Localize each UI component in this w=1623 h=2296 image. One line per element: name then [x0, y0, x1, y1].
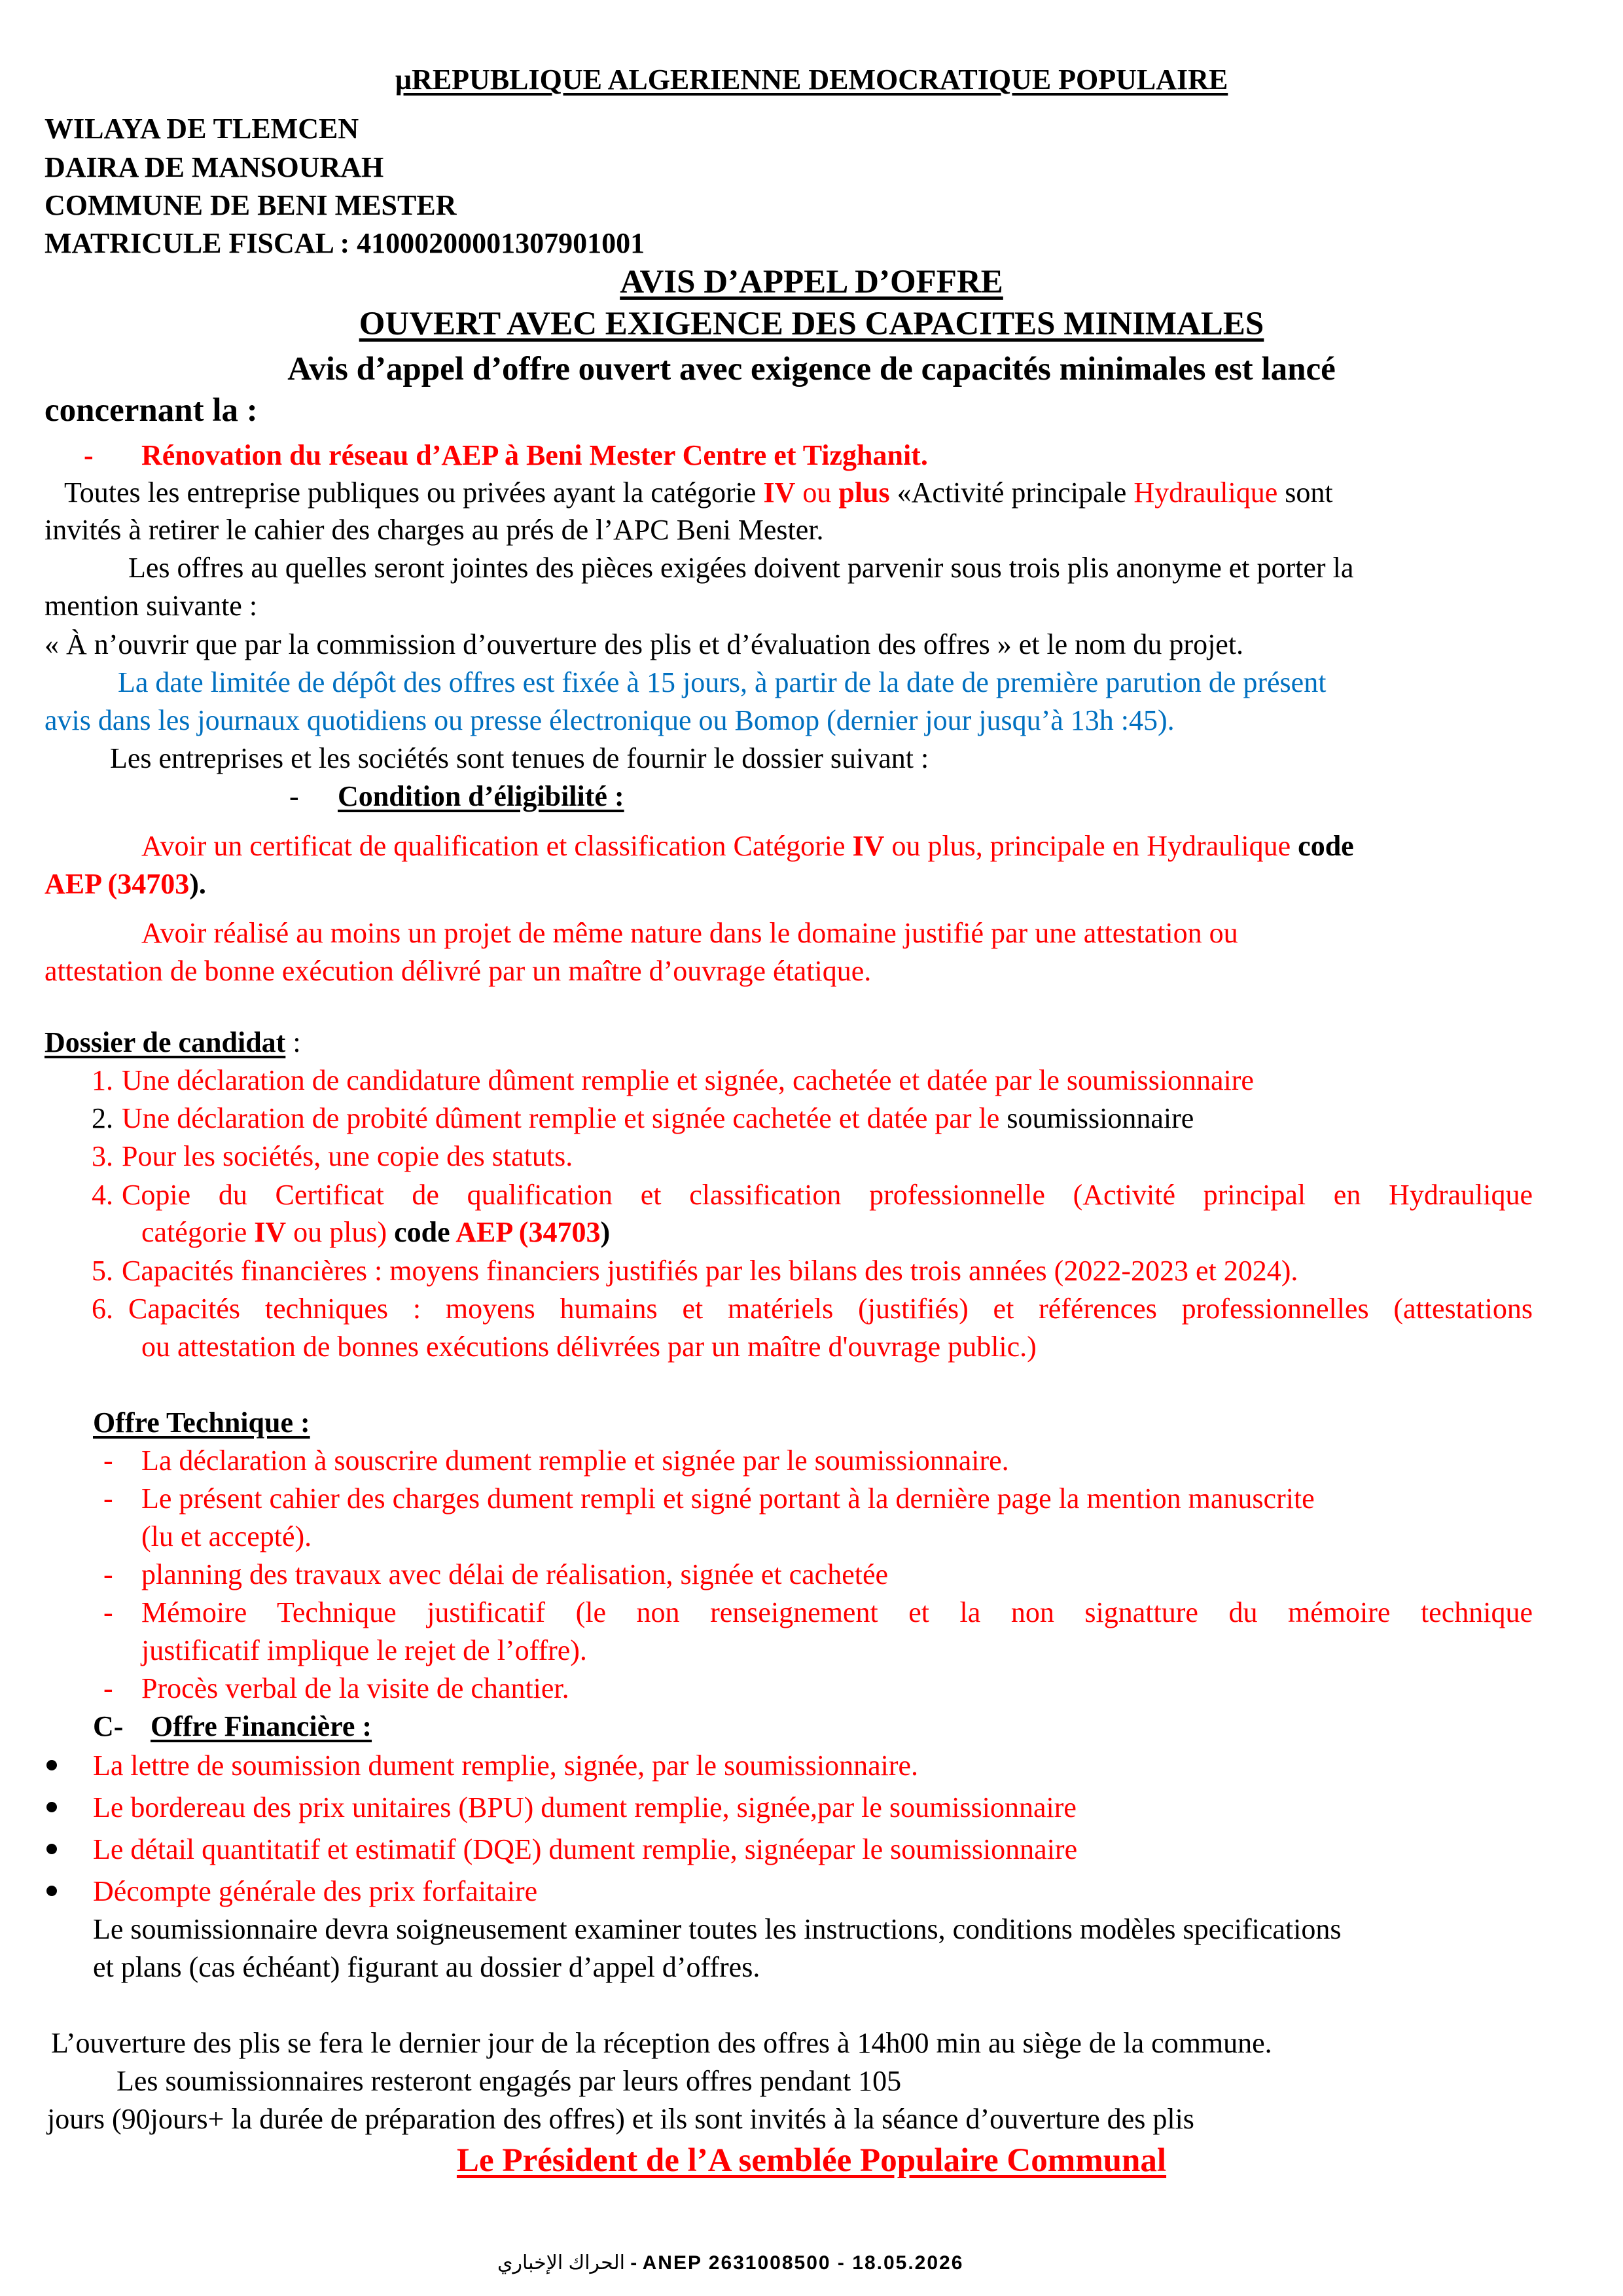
item-4-aep: AEP (34703: [455, 1216, 601, 1248]
ot-item-4-dash: -: [103, 1596, 113, 1628]
item-4-code: code: [394, 1216, 456, 1248]
footer-reference: [497, 2251, 963, 2274]
p1-end: sont: [1277, 476, 1333, 509]
republic-title: µREPUBLIQUE ALGERIENNE DEMOCRATIQUE POPULAIRE: [395, 63, 1228, 96]
p1-activity: «Activité principale: [889, 476, 1134, 509]
item-4-iv: IV: [254, 1216, 287, 1248]
dossier-item-5: Capacités financières : moyens financiers justifiés par les bilans des trois années (2022-2023 et 2024).: [122, 1255, 1298, 1287]
dossier-title: Dossier de candidat: [45, 1026, 286, 1058]
dossier-item-3: Pour les sociétés, une copie des statuts.: [122, 1140, 573, 1172]
entreprises-paragraph-line-2: invités à retirer le cahier des charges au prés de l’APC Beni Mester.: [45, 514, 824, 546]
of-note-line-1: Le soumissionnaire devra soigneusement examiner toutes les instructions, conditions modèles specifications: [93, 1913, 1342, 1945]
ot-item-3-dash: -: [103, 1558, 113, 1590]
item-2-black-text: soumissionnaire: [1007, 1102, 1194, 1134]
eligibility-condition-1-line-1: [141, 829, 1354, 863]
of-item-3: Le détail quantitatif et estimatif (DQE) dument remplie, signéepar le soumissionnaire: [93, 1833, 1078, 1865]
entreprises-paragraph-line-1: [64, 476, 1333, 509]
ot-item-1-dash: -: [103, 1444, 113, 1477]
item-4-categorie: catégorie: [141, 1216, 255, 1248]
ot-item-2-dash: -: [103, 1482, 113, 1515]
dossier-item-6-line-2: ou attestation de bonnes exécutions délivrées par un maître d'ouvrage public.): [141, 1331, 1037, 1363]
wilaya-line: WILAYA DE TLEMCEN: [45, 113, 359, 145]
bullet-icon: [46, 1760, 57, 1770]
eligibility-condition-1-line-2: [45, 867, 206, 901]
bullet-icon: [46, 1886, 57, 1896]
offres-paragraph-line-2: mention suivante :: [45, 590, 258, 622]
p1-hydraulique: Hydraulique: [1133, 476, 1278, 509]
avis-title: AVIS D’APPEL D’OFFRE: [620, 264, 1003, 300]
daira-line: DAIRA DE MANSOURAH: [45, 151, 384, 183]
c1-code: code: [1298, 830, 1354, 862]
dossier-item-6-line-1: Capacités techniques : moyens humains et matériels (justifiés) et références professionnelles (attestations: [128, 1293, 1533, 1325]
c1-aep: AEP (34703: [45, 868, 190, 900]
c1-category: IV: [852, 830, 885, 862]
ouvert-title: OUVERT AVEC EXIGENCE DES CAPACITES MINIMALES: [359, 306, 1264, 342]
p1-plus: plus: [838, 476, 890, 509]
p1-category: IV: [763, 476, 796, 509]
date-limite-line-2: avis dans les journaux quotidiens ou presse électronique ou Bomop (dernier jour jusqu’à 13h :45).: [45, 704, 1175, 736]
date-limite-line-1: La date limitée de dépôt des offres est fixée à 15 jours, à partir de la date de première parution de présent: [118, 666, 1327, 698]
ot-item-4-line-2: justificatif implique le rejet de l’offre).: [141, 1634, 587, 1666]
dossier-item-4-line-1: Copie du Certificat de qualification et classification professionnelle (Activité principal en Hydraulique: [122, 1179, 1533, 1211]
intro-line-1: Avis d’appel d’offre ouvert avec exigence de capacités minimales est lancé: [287, 351, 1336, 387]
project-name: Rénovation du réseau d’AEP à Beni Mester Centre et Tizghanit.: [141, 439, 928, 471]
dossier-intro-line: Les entreprises et les sociétés sont tenues de fournir le dossier suivant :: [110, 742, 929, 774]
footer-ref: - ANEP 2631008500 - 18.05.2026: [624, 2252, 964, 2274]
of-item-2: Le bordereau des prix unitaires (BPU) dument remplie, signée,par le soumissionnaire: [93, 1791, 1077, 1823]
dossier-item-4-num: 4.: [92, 1179, 113, 1211]
of-item-1: La lettre de soumission dument remplie, signée, par le soumissionnaire.: [93, 1749, 919, 1782]
engagement-line-1: Les soumissionnaires resteront engagés par leurs offres pendant 105: [116, 2065, 902, 2097]
c1-close: ).: [189, 868, 206, 900]
dossier-item-1: Une déclaration de candidature dûment remplie et signée, cachetée et datée par le soumissionnaire: [122, 1064, 1254, 1096]
dossier-item-4-line-2: [141, 1215, 610, 1249]
ot-item-5-dash: -: [103, 1672, 113, 1704]
dossier-item-5-num: 5.: [92, 1255, 113, 1287]
dossier-item-1-num: 1.: [92, 1064, 113, 1096]
dossier-item-6-num: 6.: [92, 1293, 113, 1325]
bullet-icon: [46, 1844, 57, 1854]
ot-item-4-line-1: Mémoire Technique justificatif (le non renseignement et la non signatture du mémoire technique: [141, 1596, 1533, 1628]
item-4-close: ): [600, 1216, 611, 1248]
c1-text: Avoir un certificat de qualification et classification Catégorie: [141, 830, 853, 862]
eligibility-condition-2-line-1: Avoir réalisé au moins un projet de même nature dans le domaine justifié par une attestation ou: [141, 917, 1238, 949]
c1-text-2: ou plus, principale en Hydraulique: [884, 830, 1298, 862]
offre-financiere-title: Offre Financière :: [151, 1710, 372, 1742]
signature-title: Le Président de l’A semblée Populaire Communal: [456, 2142, 1167, 2179]
dossier-heading: [45, 1026, 301, 1059]
intro-line-2: concernant la :: [45, 392, 258, 429]
offre-financiere-prefix: C-: [93, 1710, 124, 1742]
offre-technique-title: Offre Technique :: [93, 1407, 310, 1439]
of-item-4: Décompte générale des prix forfaitaire: [93, 1875, 538, 1907]
eligibility-dash: -: [289, 780, 299, 812]
project-dash: -: [84, 439, 94, 471]
ot-item-3: planning des travaux avec délai de réalisation, signée et cachetée: [141, 1558, 889, 1590]
ot-item-2-line-1: Le présent cahier des charges dument rempli et signé portant à la dernière page la mention manuscrite: [141, 1482, 1315, 1515]
dossier-item-3-num: 3.: [92, 1140, 113, 1172]
eligibility-condition-2-line-2: attestation de bonne exécution délivré par un maître d’ouvrage étatique.: [45, 955, 872, 987]
p1-text: Toutes les entreprise publiques ou privées ayant la catégorie: [64, 476, 764, 509]
ouverture-line: L’ouverture des plis se fera le dernier jour de la réception des offres à 14h00 min au siège de la commune.: [51, 2027, 1272, 2059]
eligibility-title: Condition d’éligibilité :: [338, 780, 624, 812]
dossier-item-2-num: 2.: [92, 1102, 113, 1134]
ot-item-5: Procès verbal de la visite de chantier.: [141, 1672, 569, 1704]
footer-arabic: الحراك الإخباري: [497, 2252, 625, 2274]
ot-item-1: La déclaration à souscrire dument remplie et signée par le soumissionnaire.: [141, 1444, 1009, 1477]
commune-line: COMMUNE DE BENI MESTER: [45, 189, 457, 221]
engagement-line-2: jours (90jours+ la durée de préparation des offres) et ils sont invités à la séance d’ouverture des plis: [47, 2103, 1194, 2135]
mention-line: « À n’ouvrir que par la commission d’ouverture des plis et d’évaluation des offres » et le nom du projet.: [45, 628, 1244, 660]
p1-ou: ou: [795, 476, 839, 509]
dossier-item-2: [122, 1102, 1194, 1135]
of-note-line-2: et plans (cas échéant) figurant au dossier d’appel d’offres.: [93, 1951, 760, 1983]
item-4-ou-plus: ou plus): [286, 1216, 395, 1248]
dossier-colon: :: [285, 1026, 301, 1058]
matricule-line: MATRICULE FISCAL : 410002000013079010​01: [45, 227, 645, 259]
item-2-red-text: Une déclaration de probité dûment remplie et signée cachetée et datée par le: [122, 1102, 1007, 1134]
offres-paragraph-line-1: Les offres au quelles seront jointes des pièces exigées doivent parvenir sous trois plis anonyme et porter la: [128, 552, 1354, 584]
ot-item-2-line-2: (lu et accepté).: [141, 1520, 312, 1552]
bullet-icon: [46, 1802, 57, 1812]
